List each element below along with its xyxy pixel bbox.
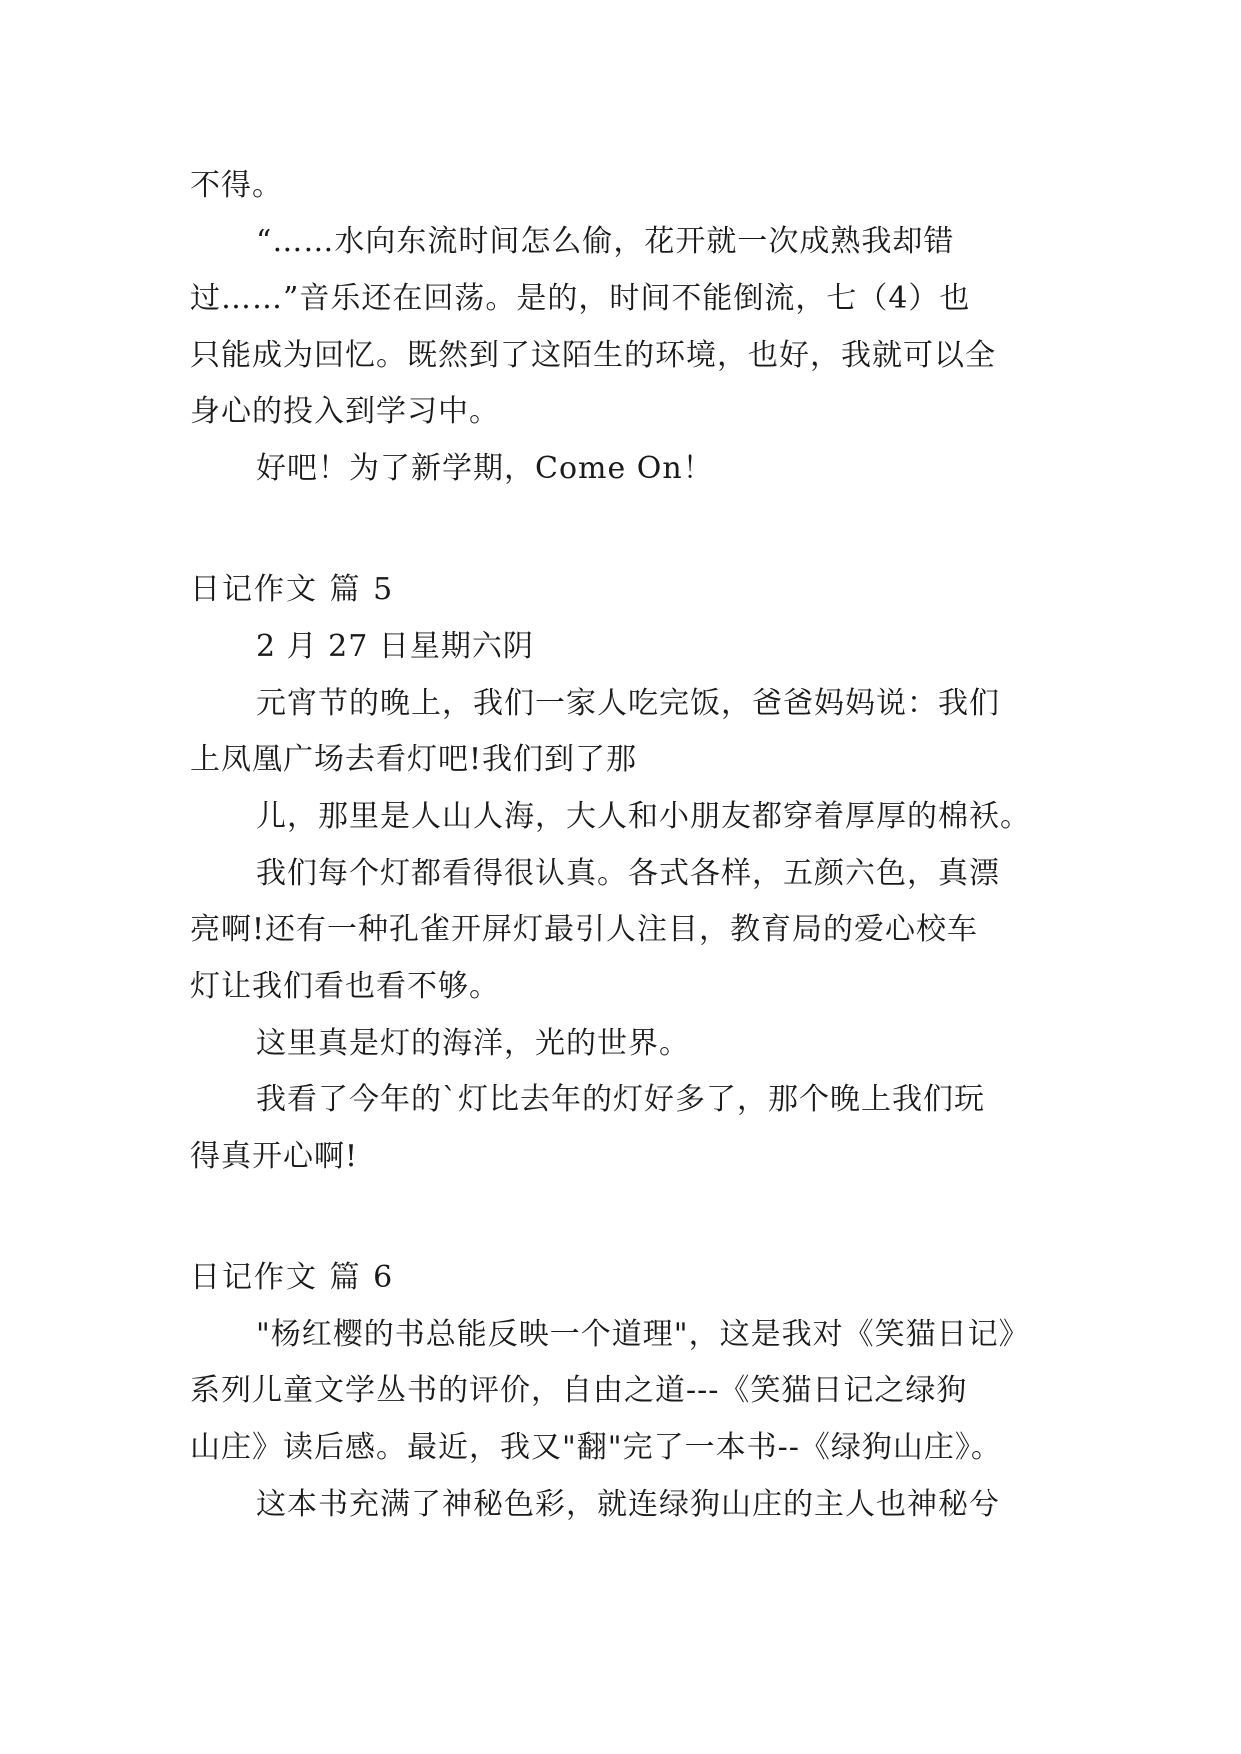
text-line: 2 月 27 日星期六阴 (256, 629, 534, 664)
text-line: 身心的投入到学习中。 (190, 394, 500, 429)
text-line: 得真开心啊! (190, 1139, 359, 1174)
text-line: 过……”音乐还在回荡。是的，时间不能倒流，七（4）也 (190, 281, 971, 316)
text-line: 儿，那里是人山人海，大人和小朋友都穿着厚厚的棉袄。 (256, 799, 1031, 834)
text-line: 亮啊!还有一种孔雀开屏灯最引人注目，教育局的爱心校车 (190, 912, 979, 947)
text-line: 这本书充满了神秘色彩，就连绿狗山庄的主人也神秘兮 (256, 1487, 1000, 1522)
text-line: 山庄》读后感。最近，我又"翻"完了一本书--《绿狗山庄》。 (190, 1430, 1002, 1465)
text-line: 我们每个灯都看得很认真。各式各样，五颜六色，真漂 (256, 856, 1000, 891)
text-line: 灯让我们看也看不够。 (190, 969, 500, 1004)
text-line: "杨红樱的书总能反映一个道理"，这是我对《笑猫日记》 (256, 1317, 1030, 1352)
text-line: “……水向东流时间怎么偷，花开就一次成熟我却错 (256, 224, 955, 259)
text-line: 元宵节的晚上，我们一家人吃完饭，爸爸妈妈说：我们 (256, 686, 1000, 721)
section-heading: 日记作文 篇 5 (190, 572, 395, 607)
text-line: 只能成为回忆。既然到了这陌生的环境，也好，我就可以全 (190, 338, 996, 373)
section-heading: 日记作文 篇 6 (190, 1260, 395, 1295)
text-line: 我看了今年的`灯比去年的灯好多了，那个晚上我们玩 (256, 1082, 985, 1117)
text-line: 上凤凰广场去看灯吧!我们到了那 (190, 742, 638, 777)
text-line: 不得。 (190, 168, 283, 203)
text-line: 这里真是灯的海洋，光的世界。 (256, 1026, 690, 1061)
text-line: 好吧！为了新学期，Come On！ (256, 451, 714, 486)
text-line: 系列儿童文学丛书的评价，自由之道---《笑猫日记之绿狗 (190, 1373, 968, 1408)
